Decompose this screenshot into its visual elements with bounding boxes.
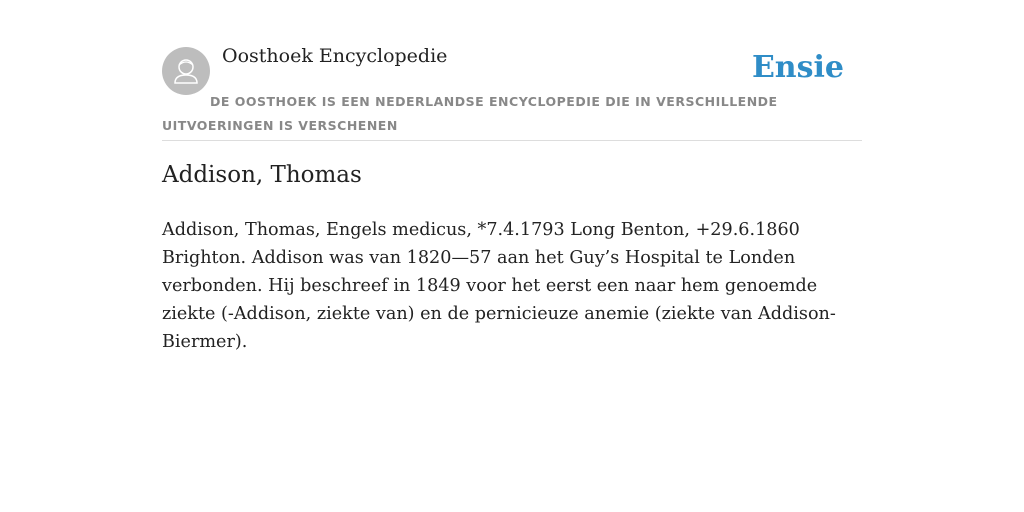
article-title: Addison, Thomas [162,162,362,188]
article-body: Addison, Thomas, Engels medicus, *7.4.1793 Long Benton, +29.6.1860 Brighton. Addison was van 1820—57 aan het Guy’s Hospital te Londen verbonden. Hij beschreef in 1849 voor het eerst een naar hem genoemde ziekte (-Addison, ziekte van) en de pernicieuze anemie (ziekte van Addison-Biermer). [162,220,836,352]
article-page [162,0,862,352]
source-description: DE OOSTHOEK IS EEN NEDERLANDSE ENCYCLOPEDIE DIE IN VERSCHILLENDE UITVOERINGEN IS VERSCHENEN [162,94,778,133]
ensie-logo[interactable]: Ensie [751,50,844,85]
avatar[interactable] [162,47,210,95]
user-icon [162,47,210,95]
source-name[interactable]: Oosthoek Encyclopedie [222,45,448,67]
source-header [162,0,862,141]
